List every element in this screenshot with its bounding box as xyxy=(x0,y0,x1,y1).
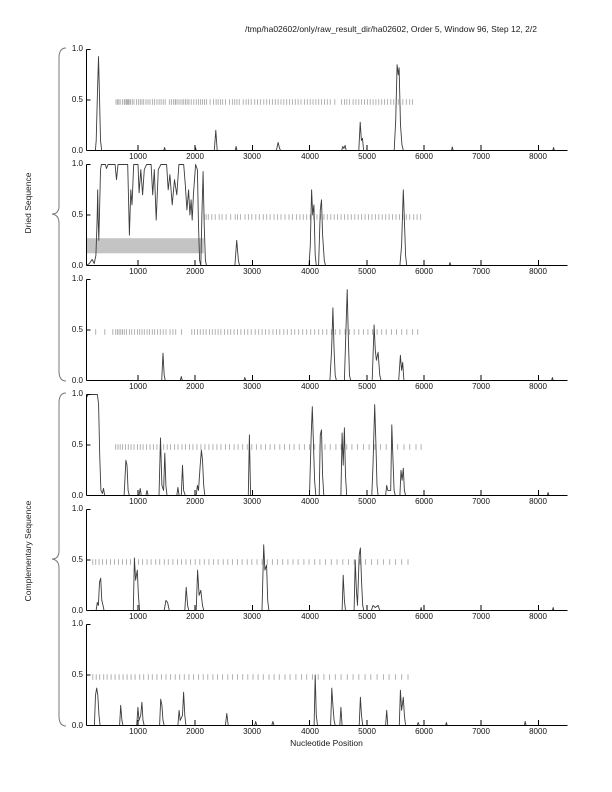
rug-marks xyxy=(93,674,408,680)
axes xyxy=(87,625,568,726)
x-tick-label: 2000 xyxy=(186,267,204,276)
x-tick-label: 2000 xyxy=(186,612,204,621)
x-tick-label: 5000 xyxy=(358,382,376,391)
y-tick-label: 0.0 xyxy=(71,375,83,385)
y-tick-label: 0.5 xyxy=(71,95,83,104)
rug-marks xyxy=(96,329,418,335)
subplot-dried-1-canvas xyxy=(0,48,612,153)
curve-line xyxy=(87,675,568,726)
subplot-dried-2-canvas xyxy=(0,163,612,268)
y-tick-label: 1.0 xyxy=(71,159,83,168)
subplot-complementary-1-canvas xyxy=(0,393,612,498)
curve-line xyxy=(87,290,568,381)
x-tick-label: 7000 xyxy=(472,152,490,161)
x-axis-label: Nucleotide Position xyxy=(290,738,363,748)
x-tick-label: 8000 xyxy=(529,382,547,391)
x-tick-label: 1000 xyxy=(129,267,147,276)
x-tick-label: 4000 xyxy=(301,612,319,621)
x-tick-label: 6000 xyxy=(415,497,433,506)
curve-line xyxy=(87,545,568,611)
y-tick-label: 0.5 xyxy=(71,440,83,449)
x-tick-label: 8000 xyxy=(529,727,547,736)
y-tick-label: 1.0 xyxy=(71,619,83,628)
y-tick-label: 0.0 xyxy=(71,490,83,500)
y-tick-label: 1.0 xyxy=(71,389,83,398)
rug-marks xyxy=(116,99,413,105)
y-tick-label: 1.0 xyxy=(71,504,83,513)
x-tick-label: 2000 xyxy=(186,382,204,391)
axes xyxy=(87,395,568,496)
subplot-dried-1 xyxy=(0,44,612,166)
x-tick-label: 4000 xyxy=(301,152,319,161)
x-tick-label: 8000 xyxy=(529,152,547,161)
subplot-complementary-3-canvas xyxy=(0,623,612,728)
subplot-complementary-2 xyxy=(0,504,612,626)
x-tick-label: 1000 xyxy=(129,727,147,736)
x-tick-label: 2000 xyxy=(186,727,204,736)
x-tick-label: 7000 xyxy=(472,497,490,506)
x-tick-label: 5000 xyxy=(358,152,376,161)
x-tick-label: 1000 xyxy=(129,612,147,621)
highlight-band xyxy=(87,238,204,253)
x-tick-label: 7000 xyxy=(472,382,490,391)
y-tick-label: 0.5 xyxy=(71,555,83,564)
x-tick-label: 7000 xyxy=(472,267,490,276)
x-tick-label: 5000 xyxy=(358,612,376,621)
x-tick-label: 3000 xyxy=(243,267,261,276)
subplot-complementary-3 xyxy=(0,619,612,741)
y-tick-label: 0.5 xyxy=(71,325,83,334)
axes xyxy=(87,510,568,611)
x-tick-label: 6000 xyxy=(415,152,433,161)
y-tick-label: 0.0 xyxy=(71,605,83,615)
y-tick-label: 0.5 xyxy=(71,670,83,679)
x-tick-label: 8000 xyxy=(529,497,547,506)
x-tick-label: 6000 xyxy=(415,382,433,391)
group-label-dried: Dried Sequence xyxy=(23,172,33,234)
y-tick-label: 0.5 xyxy=(71,210,83,219)
x-tick-label: 7000 xyxy=(472,612,490,621)
y-tick-label: 0.0 xyxy=(71,260,83,270)
curve-line xyxy=(87,395,568,496)
y-tick-label: 1.0 xyxy=(71,44,83,53)
x-tick-label: 6000 xyxy=(415,727,433,736)
x-tick-label: 3000 xyxy=(243,612,261,621)
subplot-dried-2 xyxy=(0,159,612,281)
x-tick-label: 6000 xyxy=(415,267,433,276)
subplot-complementary-1 xyxy=(0,389,612,511)
x-tick-label: 4000 xyxy=(301,727,319,736)
x-tick-label: 3000 xyxy=(243,382,261,391)
subplot-dried-3 xyxy=(0,274,612,396)
x-tick-label: 8000 xyxy=(529,267,547,276)
x-tick-label: 6000 xyxy=(415,612,433,621)
rug-marks xyxy=(116,444,421,450)
x-tick-label: 4000 xyxy=(301,267,319,276)
y-tick-label: 1.0 xyxy=(71,274,83,283)
x-tick-label: 3000 xyxy=(243,497,261,506)
x-tick-label: 5000 xyxy=(358,267,376,276)
x-tick-label: 1000 xyxy=(129,382,147,391)
x-tick-label: 8000 xyxy=(529,612,547,621)
curve-line xyxy=(87,57,568,151)
x-tick-label: 4000 xyxy=(301,497,319,506)
x-tick-label: 3000 xyxy=(243,727,261,736)
y-tick-label: 0.0 xyxy=(71,145,83,155)
x-tick-label: 4000 xyxy=(301,382,319,391)
x-tick-label: 3000 xyxy=(243,152,261,161)
figure-title: /tmp/ha02602/only/raw_result_dir/ha02602, Order 5, Window 96, Step 12, 2/2 xyxy=(244,24,537,34)
x-tick-label: 1000 xyxy=(129,497,147,506)
x-tick-label: 2000 xyxy=(186,152,204,161)
x-tick-label: 7000 xyxy=(472,727,490,736)
x-tick-label: 2000 xyxy=(186,497,204,506)
x-tick-label: 5000 xyxy=(358,727,376,736)
group-label-complementary: Complementary Sequence xyxy=(23,500,33,602)
x-tick-label: 5000 xyxy=(358,497,376,506)
x-tick-label: 1000 xyxy=(129,152,147,161)
subplot-complementary-2-canvas xyxy=(0,508,612,613)
subplot-dried-3-canvas xyxy=(0,278,612,383)
y-tick-label: 0.0 xyxy=(71,720,83,730)
